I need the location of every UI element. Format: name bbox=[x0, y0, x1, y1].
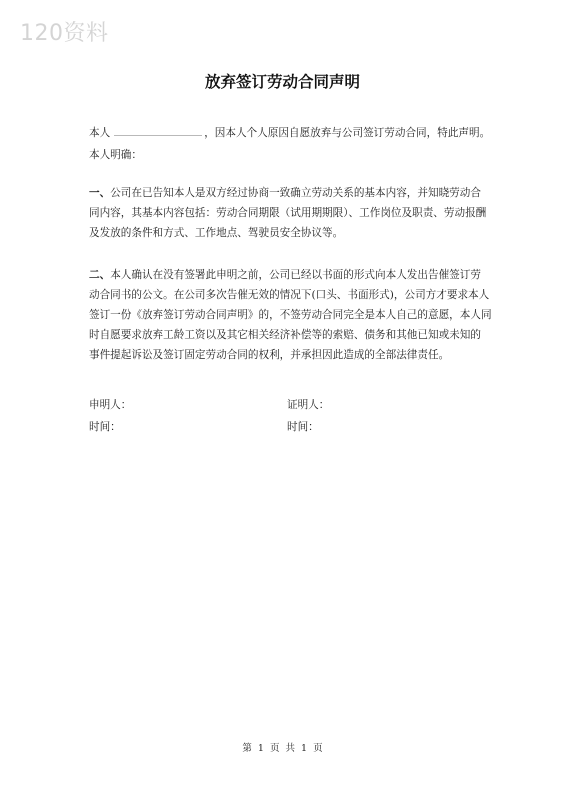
witness-label: 证明人： bbox=[287, 399, 330, 411]
clause-2-line: 签订一份《放弃签订劳动合同声明》的，不签劳动合同完全是本人自己的意愿，本人同 bbox=[89, 309, 492, 321]
intro-line-2: 本人明确： bbox=[89, 149, 142, 161]
clause-2-line: 时自愿要求放弃工龄工资以及其它相关经济补偿等的索赔、债务和其他已知或未知的 bbox=[89, 329, 481, 341]
clause-2-line: 事件提起诉讼及签订固定劳动合同的权利，并承担因此造成的全部法律责任。 bbox=[89, 349, 450, 361]
intro-statement bbox=[89, 124, 490, 140]
name-blank-field[interactable] bbox=[114, 124, 202, 136]
clause-1-line: 及发放的条件和方式、工作地点、驾驶员安全协议等。 bbox=[89, 227, 344, 239]
witness-time-label: 时间： bbox=[287, 421, 319, 433]
intro-suffix: ，因本人个人原因自愿放弃与公司签订劳动合同，特此声明。 bbox=[204, 127, 491, 139]
watermark-logo: 120资料 bbox=[20, 21, 109, 46]
clause-1-line: 同内容，其基本内容包括：劳动合同期限（试用期期限）、工作岗位及职责、劳动报酬 bbox=[89, 207, 487, 219]
declarant-label: 申明人： bbox=[89, 399, 132, 411]
clause-2-line: 动合同书的公文。在公司多次告催无效的情况下(口头、书面形式)，公司方才要求本人 bbox=[89, 289, 490, 301]
page-footer: 第 1 页 共 1 页 bbox=[242, 743, 323, 754]
clause-1 bbox=[89, 183, 489, 243]
clause-2 bbox=[89, 265, 492, 365]
document-title: 放弃签订劳动合同声明 bbox=[204, 73, 360, 91]
declarant-time-label: 时间： bbox=[89, 421, 121, 433]
clause-1-text: 公司在已告知本人是双方经过协商一致确立劳动关系的基本内容，并知晓劳动合 bbox=[110, 187, 481, 199]
intro-prefix: 本人 bbox=[89, 127, 111, 139]
clause-2-line bbox=[89, 265, 489, 285]
clause-1-number: 一、 bbox=[89, 187, 111, 199]
clause-2-text: 本人确认在没有签署此申明之前，公司已经以书面的形式向本人发出告催签订劳 bbox=[110, 269, 481, 281]
clause-1-line bbox=[89, 183, 489, 203]
clause-2-number: 二、 bbox=[89, 269, 111, 281]
